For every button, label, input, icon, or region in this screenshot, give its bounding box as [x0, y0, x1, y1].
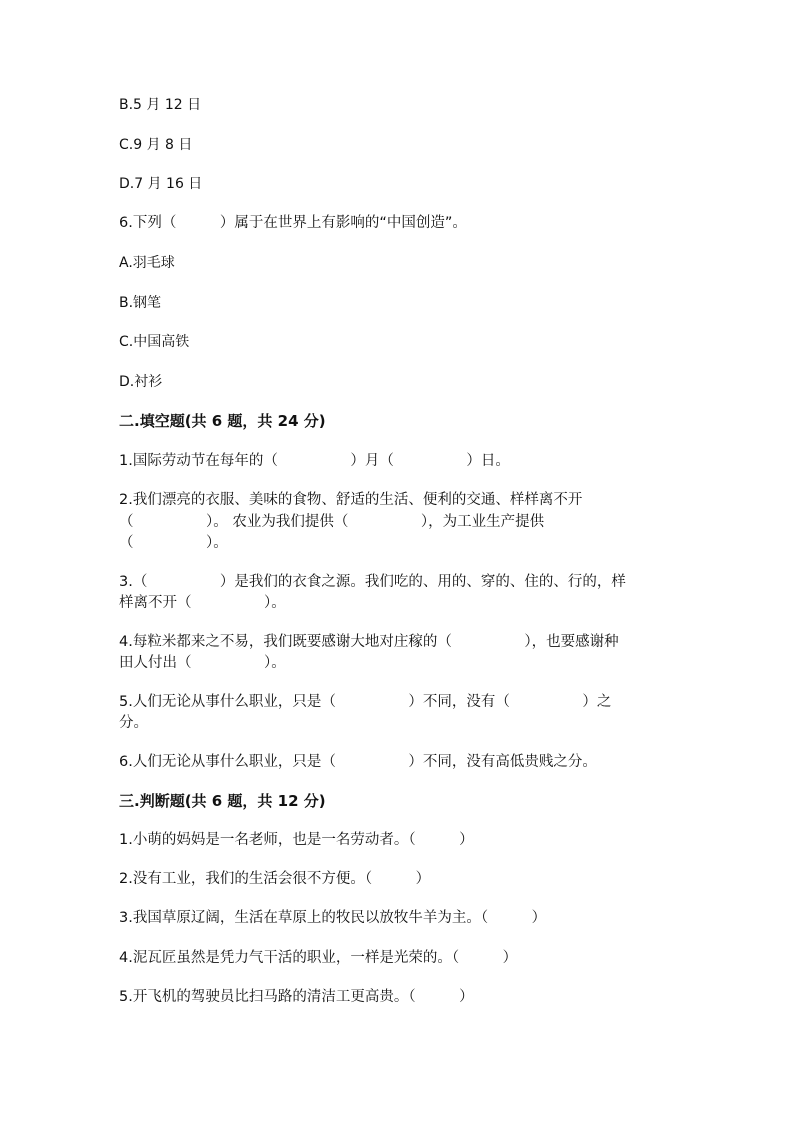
option-6d: D.衬衫 [119, 374, 163, 390]
section-3-title: 三.判断题(共 6 题，共 12 分) [119, 792, 326, 810]
fill-question-2-line-3: （ ）。 [119, 535, 228, 551]
fill-question-2-line-1: 2.我们漂亮的衣服、美味的食物、舒适的生活、便利的交通、样样离不开 [119, 492, 583, 508]
judge-question-3: 3.我国草原辽阔，生活在草原上的牧民以放牧牛羊为主。（ ） [119, 910, 547, 926]
judge-question-1: 1.小萌的妈妈是一名老师，也是一名劳动者。（ ） [119, 832, 474, 848]
judge-question-2: 2.没有工业，我们的生活会很不方便。（ ） [119, 871, 431, 887]
fill-question-5-line-2: 分。 [119, 715, 148, 731]
fill-question-3-line-2: 样离不开（ ）。 [119, 595, 286, 611]
option-5c: C.9 月 8 日 [119, 137, 193, 153]
option-6a: A.羽毛球 [119, 255, 175, 271]
option-5b: B.5 月 12 日 [119, 97, 202, 113]
fill-question-1: 1.国际劳动节在每年的（ ）月（ ）日。 [119, 453, 510, 469]
fill-question-4-line-2: 田人付出（ ）。 [119, 655, 286, 671]
fill-question-5-line-1: 5.人们无论从事什么职业，只是（ ）不同，没有（ ）之 [119, 694, 612, 710]
fill-question-2-line-2: （ ）。 农业为我们提供（ ），为工业生产提供 [119, 514, 545, 530]
section-2-title: 二.填空题(共 6 题，共 24 分) [119, 412, 326, 430]
judge-question-5: 5.开飞机的驾驶员比扫马路的清洁工更高贵。（ ） [119, 989, 474, 1005]
fill-question-3-line-1: 3.（ ）是我们的衣食之源。我们吃的、用的、穿的、住的、行的，样 [119, 574, 626, 590]
option-5d: D.7 月 16 日 [119, 176, 203, 192]
fill-question-6: 6.人们无论从事什么职业，只是（ ）不同，没有高低贵贱之分。 [119, 754, 597, 770]
judge-question-4: 4.泥瓦匠虽然是凭力气干活的职业，一样是光荣的。（ ） [119, 950, 518, 966]
option-6b: B.钢笔 [119, 295, 162, 311]
option-6c: C.中国高铁 [119, 334, 190, 350]
question-6-stem: 6.下列（ ）属于在世界上有影响的“中国创造”。 [119, 215, 467, 231]
fill-question-4-line-1: 4.每粒米都来之不易，我们既要感谢大地对庄稼的（ ），也要感谢种 [119, 634, 619, 650]
